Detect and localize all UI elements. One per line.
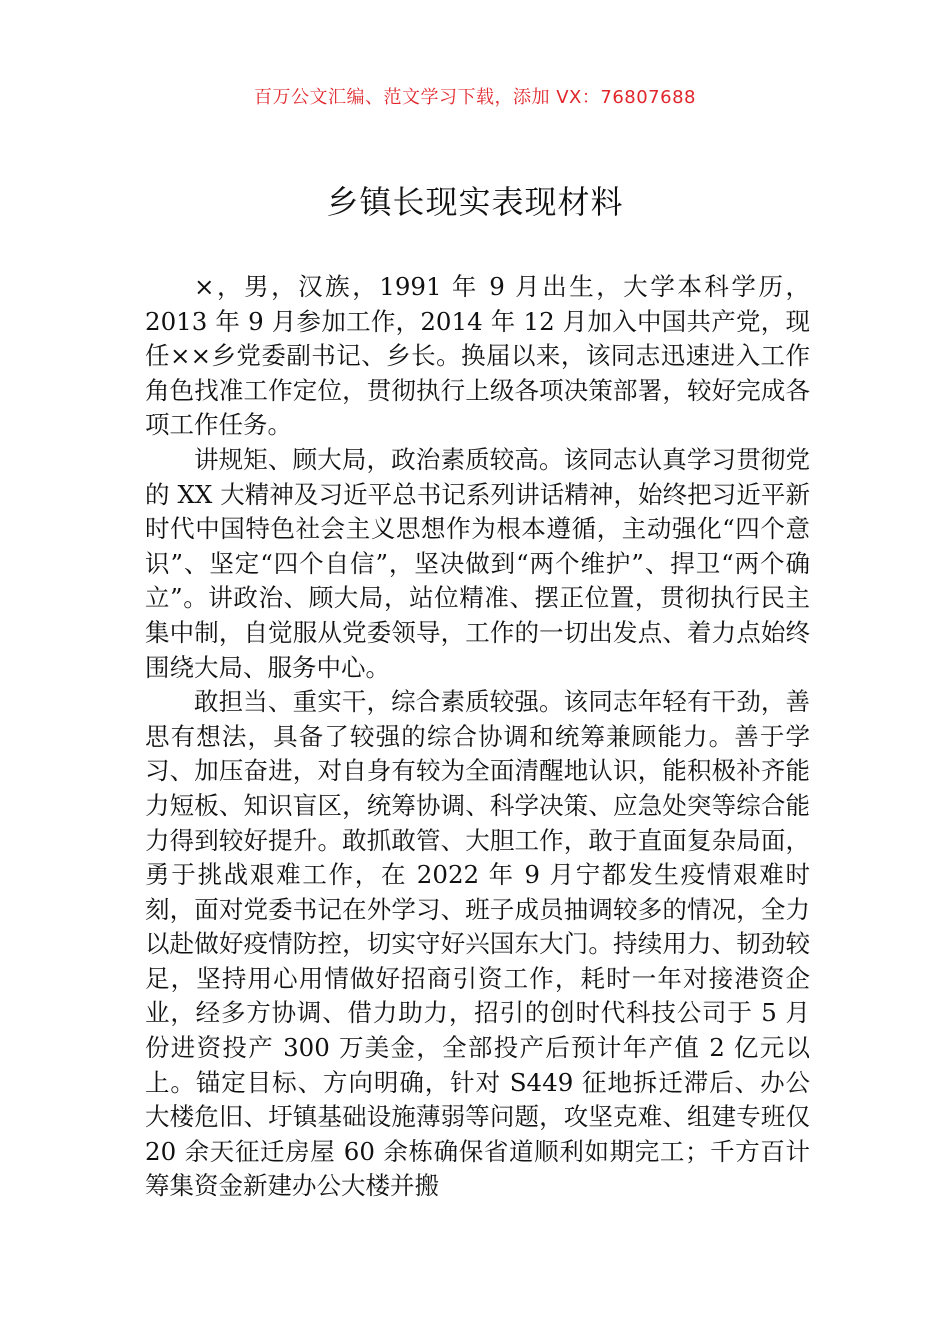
document-title: 乡镇长现实表现材料 <box>326 183 624 221</box>
paragraph: 敢担当、重实干，综合素质较强。该同志年轻有干劲，善思有想法，具备了较强的综合协调和统筹兼顾能力。善于学习、加压奋进，对自身有较为全面清醒地认识，能积极补齐能力短板、知识盲区，统筹协调、科学决策、应急处突等综合能力得到较好提升。敢抓敢管、大胆工作，敢于直面复杂局面，勇于挑战艰难工作，在 2022 年 9 月宁都发生疫情艰难时刻，面对党委书记在外学习、班子成员抽调较多的情况，全力以赴做好疫情防控，切实守好兴国东大门。持续用力、韧劲较足，坚持用心用情做好招商引资工作，耗时一年对接港资企业，经多方协调、借力助力，招引的创时代科技公司于 5 月份进资投产 300 万美金，全部投产后预计年产值 2 亿元以上。锚定目标、方向明确，针对 S449 征地拆迁滞后、办公大楼危旧、圩镇基础设施薄弱等问题，攻坚克难、组建专班仅 20 余天征迁房屋 60 余栋确保省道顺利如期完工；千方百计筹集资金新建办公大楼并搬 <box>145 687 810 1201</box>
paragraph: 讲规矩、顾大局，政治素质较高。该同志认真学习贯彻党的 XX 大精神及习近平总书记系列讲话精神，始终把习近平新时代中国特色社会主义思想作为根本遵循，主动强化“四个意识”、坚定“四个自信”，坚决做到“两个维护”、捍卫“两个确立”。讲政治、顾大局，站位精准、摆正位置，贯彻执行民主集中制，自觉服从党委领导，工作的一切出发点、着力点始终围绕大局、服务中心。 <box>145 444 810 682</box>
header-note: 百万公文汇编、范文学习下载，添加 VX：76807688 <box>254 87 696 108</box>
document-body <box>145 270 810 1204</box>
paragraph: ×，男，汉族，1991 年 9 月出生，大学本科学历，2013 年 9 月参加工作，2014 年 12 月加入中国共产党，现任××乡党委副书记、乡长。换届以来，该同志迅速进入工作角色找准工作定位，贯彻执行上级各项决策部署，较好完成各项工作任务。 <box>145 272 810 440</box>
